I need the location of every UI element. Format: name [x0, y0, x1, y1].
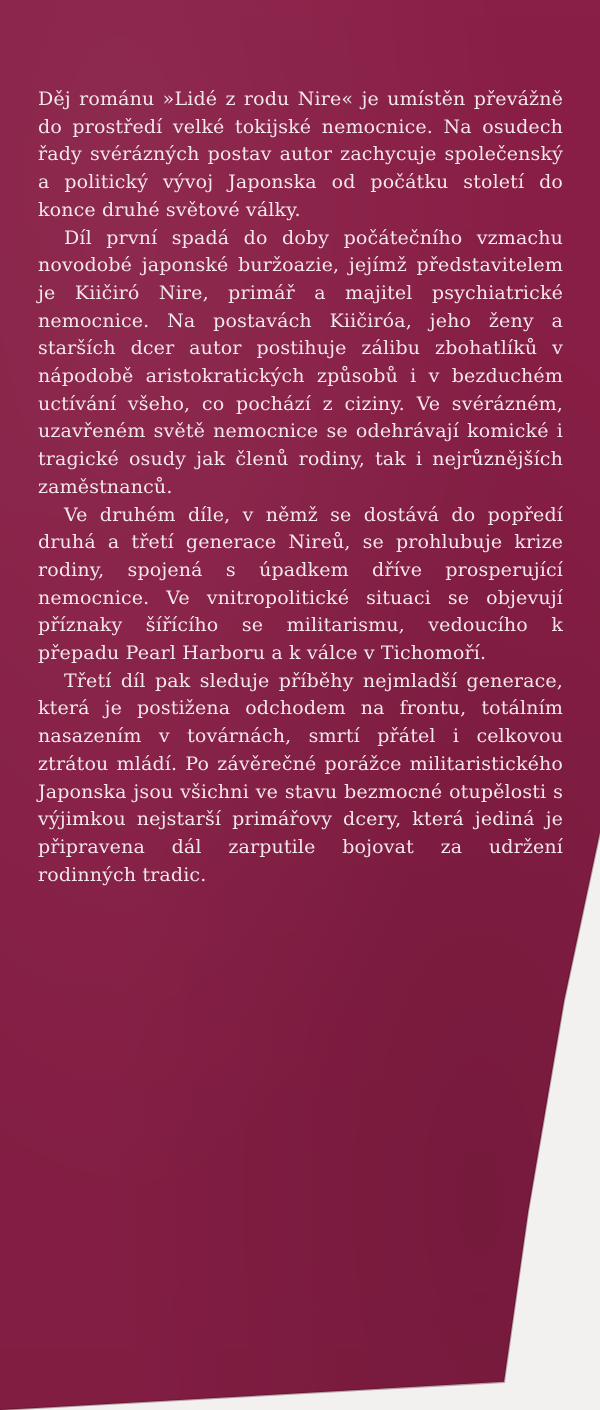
- blurb-paragraph-4: Třetí díl pak sleduje příběhy nejmladší generace, která je postižena odchodem na frontu, totálním nasazením v továrnách, smrtí přátel i celkovou ztrátou mládí. Po závěrečné porážce militaristického Japonska jsou všichni ve stavu bezmocné otupělosti s výjimkou nejstarší primářovy dcery, která jediná je připravena dál zarputile bojovat za udržení rodinných tradic.: [38, 669, 563, 886]
- blurb-paragraph-3: Ve druhém díle, v němž se dostává do popředí druhá a třetí generace Nireů, se prohlubuje krize rodiny, spojená s úpadkem dříve prosperující nemocnice. Ve vnitropolitické situaci se objevují příznaky šířícího se militarismu, vedoucího k přepadu Pearl Harboru a k válce v Tichomoří.: [38, 503, 563, 665]
- blurb-paragraph-1: Děj románu »Lidé z rodu Nire« je umístěn převážně do prostředí velké tokijské nemocnice. Na osudech řady svérázných postav autor zachycuje společenský a politický vývoj Japonska od počátku století do konce druhé světové války.: [38, 88, 563, 221]
- book-blurb: [38, 86, 563, 889]
- blurb-paragraph-2: Díl první spadá do doby počátečního vzmachu novodobé japonské buržoazie, jejímž představitelem je Kiičiró Nire, primář a majitel psychiatrické nemocnice. Na postavách Kiičiróa, jeho ženy a starších dcer autor postihuje zálibu zbohatlíků v nápodobě aristokratických způsobů i v bezduchém uctívání všeho, co pochází z ciziny. Ve svérázném, uzavřeném světě nemocnice se odehrávají komické i tragické osudy jak členů rodiny, tak i nejrůznějších zaměstnanců.: [38, 226, 563, 498]
